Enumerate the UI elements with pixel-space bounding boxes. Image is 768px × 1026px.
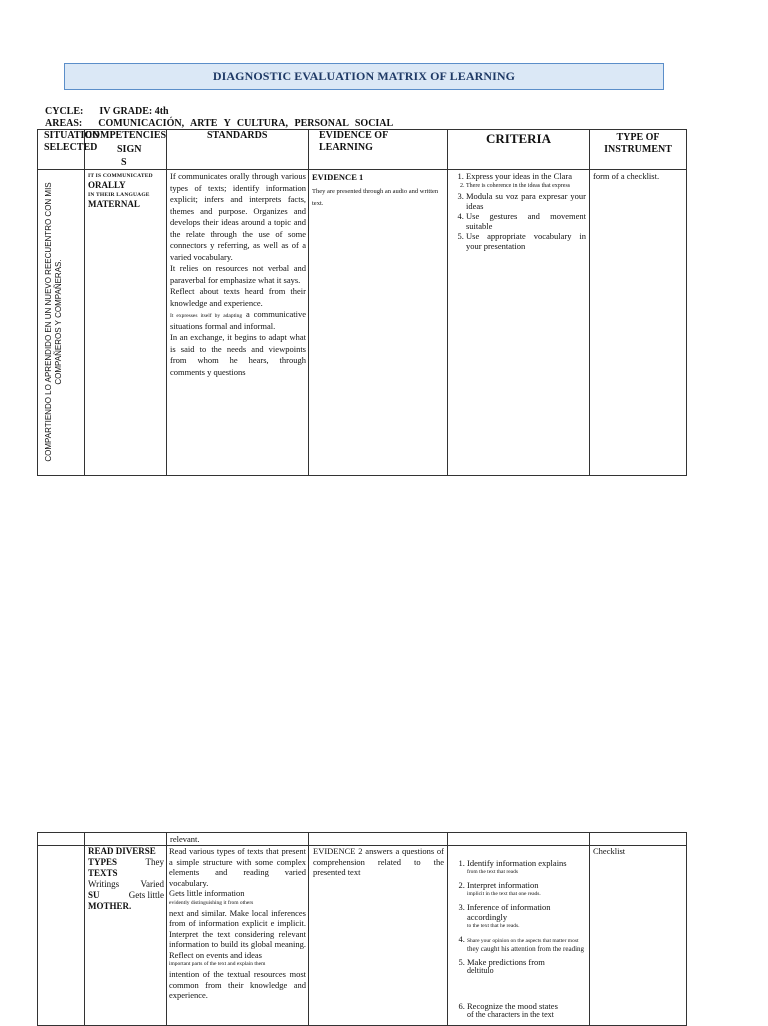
- competence-line: Writings: [88, 879, 120, 889]
- document-title: DIAGNOSTIC EVALUATION MATRIX OF LEARNING: [212, 69, 516, 83]
- standard-paragraph: In an exchange, it begins to adapt what is said to the needs and viewpoints from whom he hears, through comments y questions: [170, 332, 306, 377]
- standards-cell-oral: [167, 170, 309, 476]
- competence-row-oral: [38, 170, 687, 476]
- header-standards: [167, 130, 309, 170]
- criteria-item: 5. Use appropriate vocabulary in your presentation: [466, 231, 586, 251]
- competence-plain: They: [145, 857, 164, 867]
- criteria-list-2: [450, 858, 586, 1019]
- criteria-sub: deltitulo: [467, 966, 494, 975]
- evidence-cell-2: EVIDENCE 2 answers a questions of comprehension related to the presented text: [309, 846, 448, 1026]
- standard-small-text: important parts of the text and explain them: [169, 961, 266, 967]
- competence-line: MOTHER.: [88, 901, 132, 911]
- standard-paragraph: It relies on resources not verbal and paraverbal for emphasize what it says.: [170, 263, 306, 285]
- competence-cell-reading: [85, 846, 167, 1026]
- criteria-sub: to the text that he reads.: [467, 923, 520, 929]
- competence-line: TYPES: [88, 857, 118, 867]
- continued-row: [38, 833, 687, 846]
- competence-row-reading: [38, 846, 687, 1026]
- standard-paragraph: next and similar. Make local inferences from of information explicit e implicit. Interpret the text considering relevant information to build its global meaning. Reflect on events and ideas: [169, 907, 306, 960]
- competence-plain: Gets little: [128, 890, 164, 900]
- situation-cell: [38, 170, 85, 476]
- situation-text: COMPARTIENDO LO APRENDIDO EN UN NUEVO REECUENTRO CON MIS COMPAÑEROS Y COMPAÑERAS.: [44, 182, 63, 462]
- header-competencies: [85, 130, 167, 170]
- header-evidence: EVIDENCE OF LEARNING: [309, 130, 448, 170]
- criteria-main: Interpret information: [467, 880, 539, 890]
- standard-text: a communicative situations formal and informal.: [170, 309, 307, 331]
- criteria-item: [467, 934, 586, 953]
- header-instrument-type: TYPE OF INSTRUMENT: [590, 130, 687, 170]
- criteria-cell-1: [448, 170, 590, 476]
- standards-cell-reading: [167, 846, 309, 1026]
- areas-value: COMUNICACIÓN, ARTE Y CULTURA, PERSONAL SOCIAL: [98, 118, 394, 129]
- criteria-item: 2. There is coherence in the ideas that express: [466, 181, 586, 191]
- header-signs-s: S: [121, 157, 127, 168]
- criteria-item: [467, 880, 586, 898]
- criteria-main: Inference of information accordingly: [467, 902, 551, 922]
- competence-bold-1: ORALLY: [88, 180, 126, 190]
- standard-paragraph: Reflect about texts heard from their knowledge and experience.: [170, 286, 306, 308]
- header-criteria: CRITERIA: [448, 130, 590, 170]
- evidence-title: EVIDENCE 1: [312, 172, 364, 182]
- areas-line: [45, 118, 393, 129]
- header-signs: SIGN: [117, 144, 142, 155]
- criteria-item: 1. Express your ideas in the Clara: [466, 171, 586, 181]
- criteria-item: [467, 858, 586, 876]
- empty-cell: [38, 833, 85, 846]
- criteria-main: Make predictions from: [467, 957, 545, 967]
- situation-cell-empty: [38, 846, 85, 1026]
- standard-paragraph: Read various types of texts that present a simple structure with some complex elements and reading varied vocabulary.: [169, 846, 306, 888]
- evidence-text: They are presented through an audio and written text.: [312, 188, 439, 207]
- criteria-sub: implicit in the text that one reads.: [467, 891, 541, 897]
- evaluation-matrix-table: [37, 129, 687, 476]
- competence-small: IT IS COMMUNICATED: [88, 173, 153, 179]
- empty-cell: [309, 833, 448, 846]
- evaluation-matrix-table-page2: [37, 832, 687, 1026]
- criteria-sub: from the text that reads: [467, 869, 519, 875]
- header-standards-label: STANDARDS: [207, 130, 268, 141]
- header-row: [38, 130, 687, 170]
- criteria-main: Identify information explains: [467, 858, 567, 868]
- document-title-box: [64, 63, 664, 90]
- continued-text: relevant.: [167, 833, 309, 846]
- cycle-label: CYCLE:: [45, 106, 84, 117]
- competence-cell-oral: [85, 170, 167, 476]
- standard-paragraph: intention of the textual resources most common from their knowledge and experience.: [169, 969, 306, 1000]
- areas-label: AREAS:: [45, 118, 83, 129]
- header-situation: SITUATION SELECTED: [38, 130, 85, 170]
- evidence-cell-1: [309, 170, 448, 476]
- competence-small-2: IN THEIR LANGUAGE: [88, 192, 150, 198]
- competence-line: SU: [88, 890, 100, 900]
- criteria-item: 4. Use gestures and movement suitable: [466, 211, 586, 231]
- competence-bold-2: MATERNAL: [88, 199, 140, 209]
- cycle-value: IV GRADE: 4th: [99, 106, 169, 117]
- criteria-sub: they caught his attention from the reading: [467, 945, 585, 953]
- competence-line: TEXTS: [88, 868, 118, 878]
- criteria-item: [467, 957, 586, 975]
- standard-paragraph: Gets little information: [169, 888, 245, 898]
- criteria-main: Share your opinion on the aspects that matter most: [467, 938, 579, 944]
- empty-cell: [85, 833, 167, 846]
- criteria-item: [467, 902, 586, 930]
- criteria-sub: of the characters in the text: [467, 1010, 554, 1019]
- criteria-cell-2: [448, 846, 590, 1026]
- instrument-cell-1: form of a checklist.: [590, 170, 687, 476]
- competence-line: READ DIVERSE: [88, 846, 156, 856]
- criteria-item: 3. Modula su voz para expresar your ideas: [466, 191, 586, 211]
- instrument-cell-2: Checklist: [590, 846, 687, 1026]
- standard-small-text: It expresses itself by adapting: [170, 313, 243, 319]
- competence-plain: Varied: [140, 879, 164, 889]
- criteria-list: [450, 171, 586, 251]
- cycle-line: [45, 106, 169, 117]
- header-competencies-label: COMPETENCIES: [85, 130, 167, 141]
- empty-cell: [448, 833, 590, 846]
- standard-paragraph: If communicates orally through various types of texts; identify information explicit; infers and interprets facts, themes and purpose. Organizes and develops their ideas around a topic and the relate through the use of some connectors y referring, as well as of a varied vocabulary.: [170, 171, 306, 262]
- criteria-main: Recognize the mood states: [467, 1001, 558, 1011]
- criteria-item: [467, 1001, 586, 1019]
- empty-cell: [590, 833, 687, 846]
- standard-small-text: evidently distinguishing it from others: [169, 899, 254, 906]
